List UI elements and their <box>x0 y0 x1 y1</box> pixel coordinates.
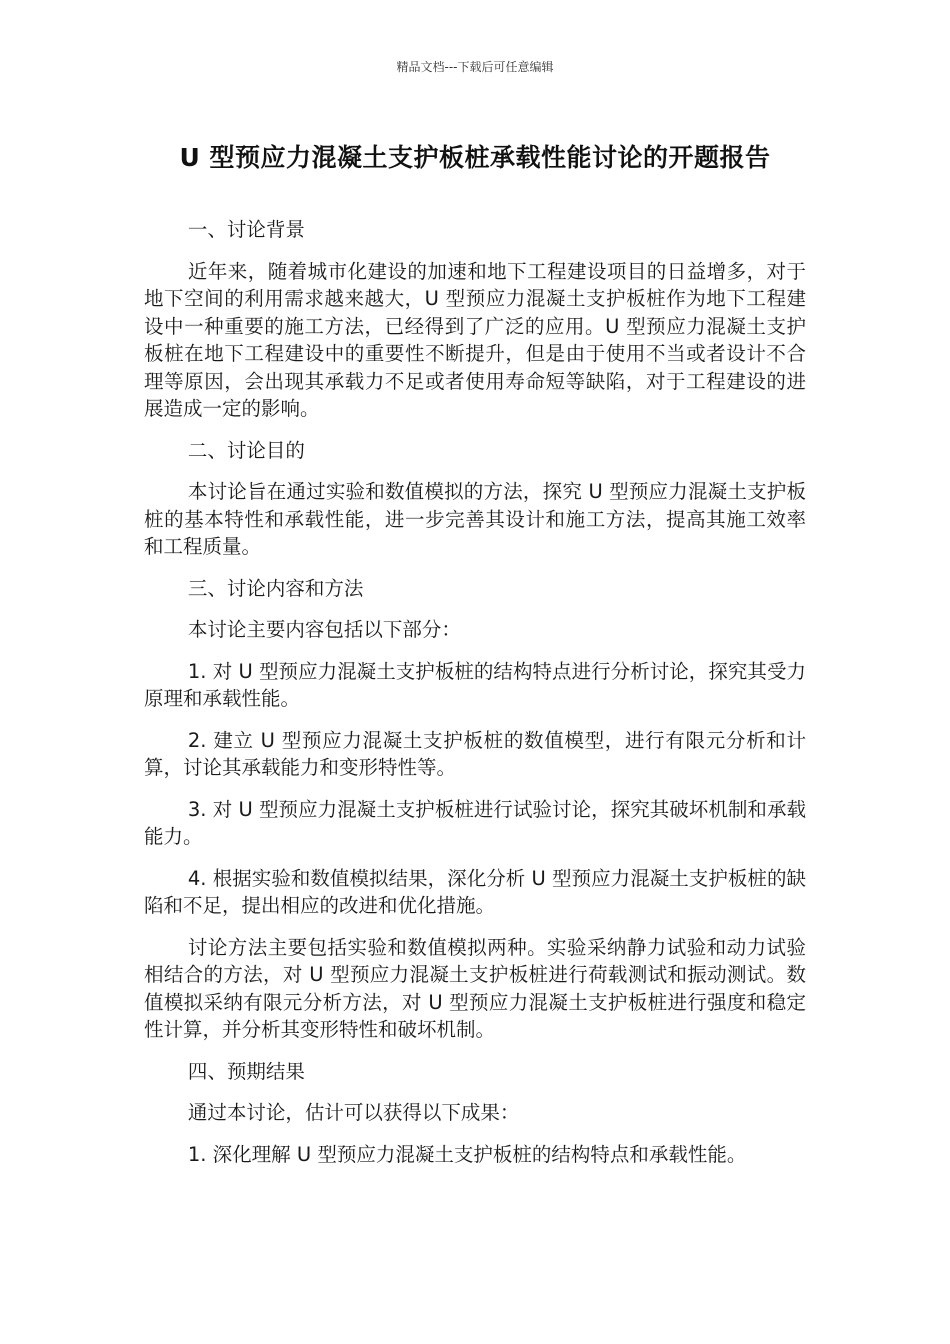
document-title: U 型预应力混凝土支护板桩承载性能讨论的开题报告 <box>179 143 771 172</box>
paragraph-background: 近年来，随着城市化建设的加速和地下工程建设项目的日益增多，对于地下空间的利用需求越来越大，U 型预应力混凝土支护板桩作为地下工程建设中一种重要的施工方法，已经得到了广泛的应用。U 型预应力混凝土支护板桩在地下工程建设中的重要性不断提升，但是由于使用不当或者设计不合理等原因，会出现其承载力不足或者使用寿命短等缺陷，对于工程建设的进展造成一定的影响。 <box>144 259 806 420</box>
document-body <box>144 216 806 1182</box>
section-heading-purpose: 二、讨论目的 <box>187 438 305 462</box>
section-heading-content-methods: 三、讨论内容和方法 <box>187 576 364 600</box>
section-heading-background: 一、讨论背景 <box>187 218 305 241</box>
paragraph-content-intro: 本讨论主要内容包括以下部分： <box>187 618 461 641</box>
list-item-content-4: 4. 根据实验和数值模拟结果，深化分析 U 型预应力混凝土支护板桩的缺陷和不足，提出相应的改进和优化措施。 <box>144 866 806 917</box>
page-header: 精品文档---下载后可任意编辑 <box>396 60 554 74</box>
list-item-result-1: 1. 深化理解 U 型预应力混凝土支护板桩的结构特点和承载性能。 <box>187 1142 747 1166</box>
paragraph-purpose: 本讨论旨在通过实验和数值模拟的方法，探究 U 型预应力混凝土支护板桩的基本特性和承载性能，进一步完善其设计和施工方法，提高其施工效率和工程质量。 <box>144 480 806 558</box>
list-item-content-1: 1. 对 U 型预应力混凝土支护板桩的结构特点进行分析讨论，探究其受力原理和承载性能。 <box>144 659 806 710</box>
paragraph-results-intro: 通过本讨论，估计可以获得以下成果： <box>187 1101 520 1124</box>
list-item-content-2: 2. 建立 U 型预应力混凝土支护板桩的数值模型，进行有限元分析和计算，讨论其承载能力和变形特性等。 <box>144 728 806 779</box>
section-heading-expected-results: 四、预期结果 <box>187 1059 305 1083</box>
list-item-content-3: 3. 对 U 型预应力混凝土支护板桩进行试验讨论，探究其破坏机制和承载能力。 <box>144 797 806 848</box>
paragraph-methods: 讨论方法主要包括实验和数值模拟两种。实验采纳静力试验和动力试验相结合的方法，对 U 型预应力混凝土支护板桩进行荷载测试和振动测试。数值模拟采纳有限元分析方法，对 U 型预应力混凝土支护板桩进行强度和稳定性计算，并分析其变形特性和破坏机制。 <box>144 935 806 1041</box>
